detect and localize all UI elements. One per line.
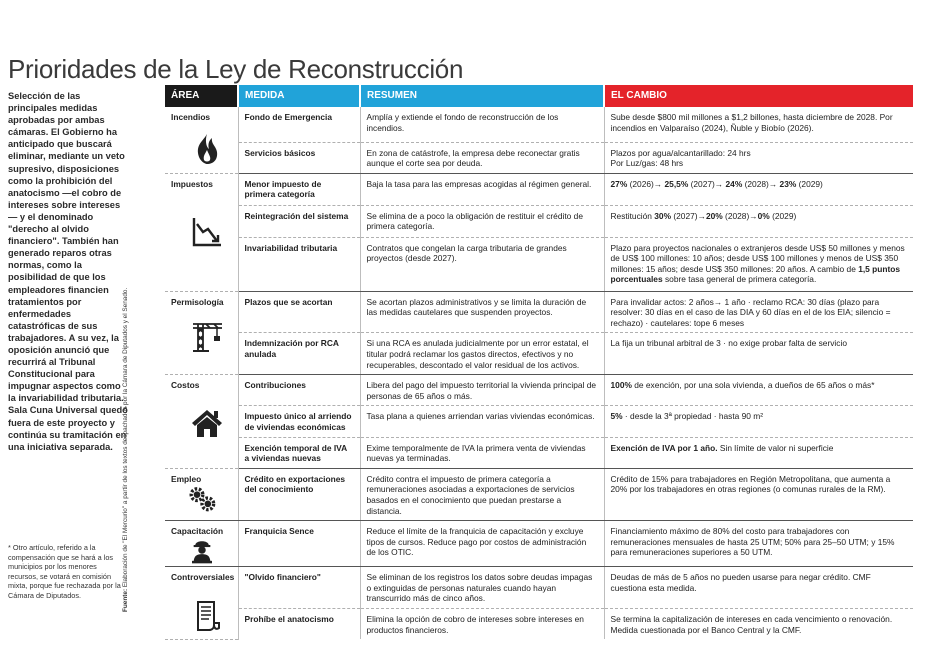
rate-year: (2027)→ [688, 178, 726, 189]
medida-cell: Menor impuesto de primera categoría [238, 173, 360, 205]
table-row [165, 609, 913, 640]
resumen-cell: Contratos que congelan la carga tributaria de grandes proyectos (desde 2027). [360, 237, 604, 291]
area-cell [165, 468, 238, 520]
cambio-cell: Se termina la capitalización de intereses en cada vencimiento o renovación. Medida cuestionada por el Banco Central y la CMF. [610, 614, 893, 635]
resumen-cell: Se eliminan de los registros los datos sobre deudas impagas o extinguidas de personas naturales cuando hayan transcurrido más de cinco años. [360, 567, 604, 609]
change-text: Plazo para proyectos nacionales o extranjeros desde US$ 50 millones y menos de US$ 100 millones: 10 años; desde US$ 100 millones y menos de US$ 350 millones: 15 años; desde US$ 350 millones: 20 años. A cambio de [610, 242, 905, 274]
medida-cell: Reintegración del sistema [238, 205, 360, 237]
rate-year: (2027)→ [671, 210, 706, 221]
resumen-cell: Elimina la opción de cobro de intereses sobre intereses en productos financieros. [360, 609, 604, 640]
area-label: Incendios [171, 112, 211, 122]
table-header [165, 85, 913, 107]
source-text: Elaboración de "El Mercurio" a partir de los textos despachados por la Cámara de Diputados y el Senado. [122, 287, 129, 588]
table-row [165, 142, 913, 173]
table-row [165, 521, 913, 567]
header-cambio: EL CAMBIO [604, 85, 913, 107]
medida-cell: Invariabilidad tributaria [238, 237, 360, 291]
rate-year: (2029) [769, 210, 797, 221]
change-highlight: 5% [610, 411, 623, 422]
rate-year: (2028)→ [722, 210, 758, 221]
rate-value: 20% [705, 210, 723, 221]
document-icon [189, 597, 225, 633]
cambio-cell: Sube desde $800 mil millones a $1,2 billones, hasta diciembre de 2028. Por incendios en Valparaíso (2024), Ñuble y Biobío (2026). [604, 107, 913, 142]
medida-cell: Fondo de Emergencia [238, 107, 360, 142]
area-cell [165, 375, 238, 469]
medida-cell: Crédito en exportaciones del conocimiento [238, 468, 360, 520]
table-row [165, 437, 913, 468]
fire-icon [189, 131, 225, 167]
area-label: Impuestos [171, 178, 213, 189]
lead-paragraph: Selección de las principales medidas aprobadas por ambas cámaras. El Gobierno ha anticipado que buscará eliminar, mediante un veto supresivo, disposiciones como la prohibición del anatocismo —el cobro de intereses sobre intereses— y el denominado "derecho al olvido financiero". También han generado reparos otras normas, como la posibilidad de que los empleadores financien tratamientos por enfermedades catastróficas de sus trabajadores. A su vez, la oposición anunció que recurrirá al Tribunal Constitucional para impugnar aspectos como la invariabilidad tributaria. Sala Cuna Universal quedó fuera de este proyecto y continúa su tramitación en una iniciativa separada. [8, 91, 128, 452]
area-cell [165, 173, 238, 291]
change-text: · desde la 3ª propiedad · hasta 90 m² [622, 411, 764, 422]
rate-year: (2026)→ [627, 178, 665, 189]
change-highlight: 1,5 puntos porcentuales [610, 263, 901, 285]
resumen-cell: Baja la tasa para las empresas acogidas al régimen general. [360, 173, 604, 205]
medida-cell: Plazos que se acortan [238, 291, 360, 333]
cambio-cell: La fija un tribunal arbitral de 3 · no exige probar falta de servicio [604, 333, 913, 375]
area-cell [165, 107, 238, 173]
page-title: Prioridades de la Ley de Reconstrucción [8, 54, 464, 84]
source-label: Fuente: [122, 588, 129, 612]
table-row [165, 237, 913, 291]
change-text: sobre tasa general de primera categoría. [662, 274, 817, 285]
restitution-label: Restitución [610, 210, 655, 221]
rate-value: 25,5% [664, 178, 689, 189]
area-cell [165, 291, 238, 375]
house-icon [189, 405, 225, 441]
medida-cell: Indemnización por RCA anulada [238, 333, 360, 375]
cambio-cell: Crédito de 15% para trabajadores en Región Metropolitana, que aumenta a 20% por los trabajadores en otras regiones (o comunas rurales de la RM). [604, 468, 913, 520]
source-note [122, 287, 129, 612]
header-medida: MEDIDA [238, 85, 360, 107]
table-row [165, 468, 913, 520]
table-row [165, 333, 913, 375]
change-highlight: 100% [610, 380, 632, 391]
area-label: Capacitación [171, 526, 224, 537]
cambio-cell [604, 375, 913, 406]
rate-year: (2029) [796, 178, 823, 189]
resumen-cell: Si una RCA es anulada judicialmente por un error estatal, el titular podrá reclamar los gastos directos, efectivos y no recuperables, descontado el valor residual de los activos. [360, 333, 604, 375]
table-row [165, 406, 913, 437]
header-resumen: RESUMEN [360, 85, 604, 107]
rate-value: 0% [757, 210, 770, 221]
area-label: Controversiales [171, 572, 235, 583]
rate-value: 23% [779, 178, 797, 189]
resumen-cell: Se elimina de a poco la obligación de restituir el crédito de primera categoría. [360, 205, 604, 237]
rate-year: (2028)→ [742, 178, 780, 189]
resumen-cell: Crédito contra el impuesto de primera categoría a remuneraciones asociadas a exportaciones de servicios basados en el conocimiento que puedan prestarse a distancia. [360, 468, 604, 520]
area-label: Permisología [171, 296, 224, 307]
table-row [165, 375, 913, 406]
area-label: Empleo [171, 473, 202, 484]
table-row [165, 173, 913, 205]
table-row [165, 205, 913, 237]
resumen-cell: En zona de catástrofe, la empresa debe reconectar gratis aunque el corte sea por deuda. [360, 142, 604, 173]
table-row [165, 567, 913, 609]
rate-value: 24% [725, 178, 743, 189]
change-text: de exención, por una sola vivienda, a dueños de 65 años o más* [631, 380, 875, 391]
area-label: Costos [171, 380, 200, 391]
header-area: ÁREA [165, 85, 238, 107]
medida-cell: Prohíbe el anatocismo [238, 609, 360, 640]
crane-icon [189, 318, 225, 354]
footnote: * Otro artículo, referido a la compensación que se hará a los municipios por los menores recursos, se votará en comisión mixta, porque fue rechazada por la Cámara de Diputados. [8, 543, 121, 600]
cambio-cell [604, 205, 913, 237]
resumen-cell: Amplía y extiende el fondo de reconstrucción de los incendios. [360, 107, 604, 142]
resumen-cell: Se acortan plazos administrativos y se limita la duración de las medidas cautelares que suspenden proyectos. [360, 291, 604, 333]
medida-cell: Servicios básicos [238, 142, 360, 173]
medida-cell: Contribuciones [238, 375, 360, 406]
chart-down-icon [189, 214, 225, 250]
table-row [165, 291, 913, 333]
resumen-cell: Reduce el límite de la franquicia de capacitación y excluye tipos de cursos. Reduce pago por costos de administración de los OTIC. [360, 521, 604, 567]
resumen-cell: Tasa plana a quienes arriendan varias viviendas económicas. [360, 406, 604, 437]
table-row [165, 107, 913, 142]
cambio-cell [604, 237, 913, 291]
resumen-cell: Exime temporalmente de IVA la primera venta de viviendas nuevas ya terminadas. [360, 437, 604, 468]
medida-cell: "Olvido financiero" [238, 567, 360, 609]
change-highlight: Exención de IVA por 1 año. [610, 442, 718, 453]
worker-icon [187, 535, 217, 565]
priorities-table [165, 85, 913, 640]
cambio-cell: Financiamiento máximo de 80% del costo para trabajadores con remuneraciones mensuales de hasta 25 UTM; 50% para 25–50 UTM; y 15% para remuneraciones superiores a 50 UTM. [604, 521, 913, 567]
cambio-cell [604, 406, 913, 437]
cambio-cell: Deudas de más de 5 años no pueden usarse para negar crédito. CMF cuestiona esta medida. [604, 567, 913, 609]
cambio-cell: Plazos por agua/alcantarillado: 24 hrs Por Luz/gas: 48 hrs [604, 142, 913, 173]
medida-cell: Exención temporal de IVA a viviendas nuevas [238, 437, 360, 468]
area-cell [165, 521, 238, 567]
medida-cell: Impuesto único al arriendo de viviendas económicas [238, 406, 360, 437]
cambio-cell [604, 173, 913, 205]
rate-value: 27% [610, 178, 628, 189]
cambio-cell: Para invalidar actos: 2 años→ 1 año · reclamo RCA: 30 días (plazo para resolver: 30 días en el caso de las DIA y 60 días en el de los EIA; silencio = rechazo) · cautelares: tope 6 meses [604, 291, 913, 333]
rate-value: 30% [654, 210, 672, 221]
area-cell [165, 567, 238, 640]
change-text: Sin límite de valor ni superficie [717, 442, 834, 453]
medida-cell: Franquicia Sence [238, 521, 360, 567]
cambio-cell [604, 437, 913, 468]
resumen-cell: Libera del pago del impuesto territorial la vivienda principal de personas de 65 años o más. [360, 375, 604, 406]
gears-icon [187, 483, 217, 513]
